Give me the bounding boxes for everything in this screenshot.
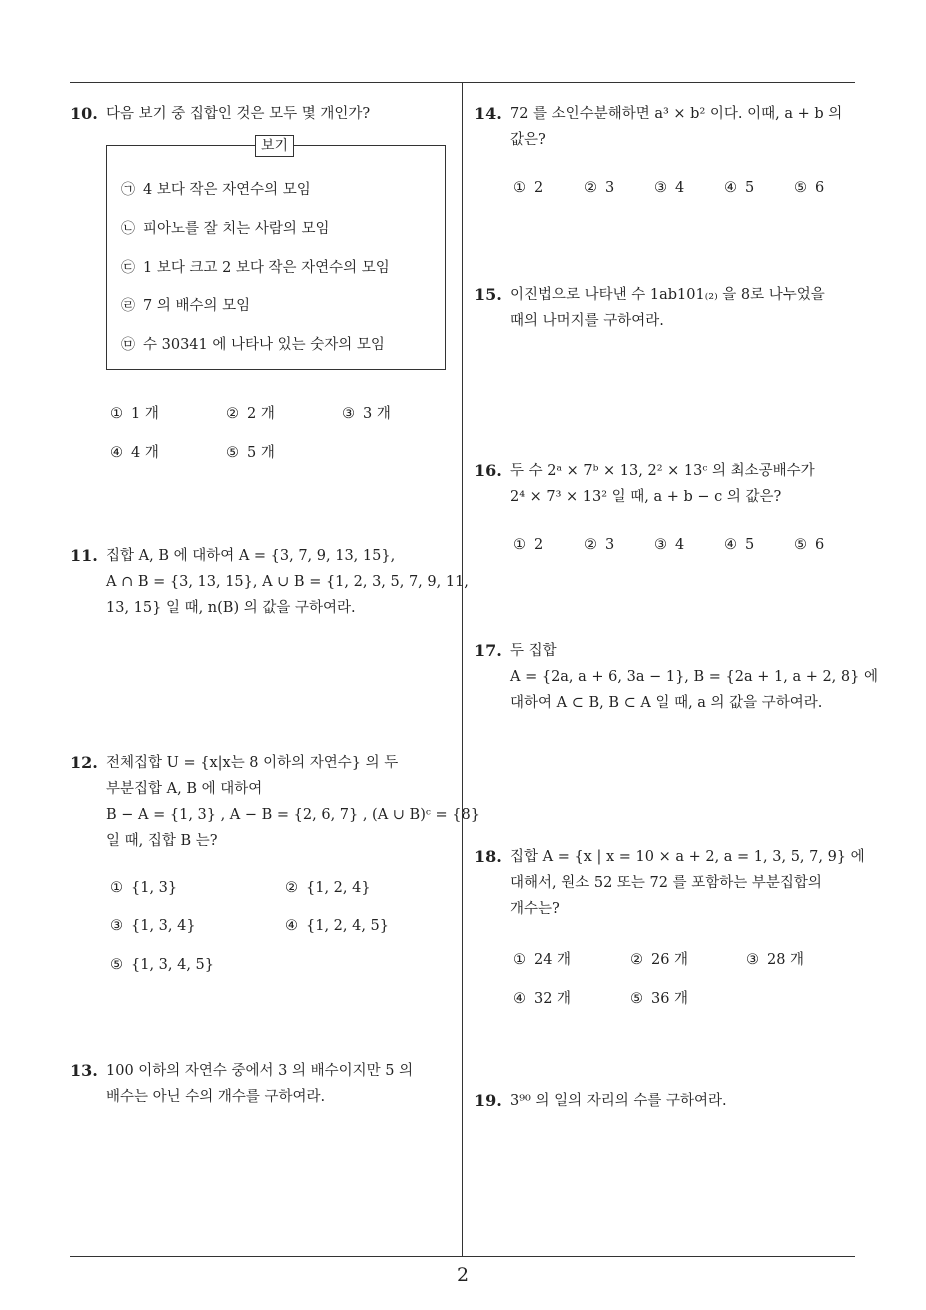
option-4[interactable]: ④ 5 [724, 537, 755, 553]
option-3[interactable]: ③ 28 개 [746, 952, 805, 968]
option-1[interactable]: ① 24 개 [513, 952, 572, 968]
option-3[interactable]: ③ 3 개 [342, 406, 391, 422]
question-15: 15. 이진법으로 나타낸 수 1ab101₍₂₎ 을 8로 나누었을 때의 나머지를 구하여라. [474, 282, 859, 334]
option-5[interactable]: ⑤ 6 [794, 180, 825, 196]
option-1[interactable]: ① 2 [513, 180, 544, 196]
option-2[interactable]: ② 26 개 [630, 952, 689, 968]
option-4[interactable]: ④ {1, 2, 4, 5} [285, 918, 390, 934]
question-13: 13. 100 이하의 자연수 중에서 3 의 배수이지만 5 의 배수는 아닌 수의 개수를 구하여라. [70, 1058, 455, 1110]
question-number: 17. [474, 641, 502, 660]
option-5[interactable]: ⑤ {1, 3, 4, 5} [110, 957, 215, 973]
option-2[interactable]: ② 3 [584, 537, 615, 553]
question-number: 16. [474, 461, 502, 480]
option-1[interactable]: ① {1, 3} [110, 880, 178, 896]
question-number: 13. [70, 1061, 98, 1080]
box-item: ㉢ 1 보다 크고 2 보다 작은 자연수의 모임 [121, 260, 390, 276]
option-4[interactable]: ④ 32 개 [513, 991, 572, 1007]
option-2[interactable]: ② {1, 2, 4} [285, 880, 371, 896]
option-3[interactable]: ③ {1, 3, 4} [110, 918, 196, 934]
option-2[interactable]: ② 2 개 [226, 406, 275, 422]
option-1[interactable]: ① 1 개 [110, 406, 159, 422]
box-title: 보기 [255, 135, 294, 157]
option-2[interactable]: ② 3 [584, 180, 615, 196]
option-3[interactable]: ③ 4 [654, 180, 685, 196]
question-number: 14. [474, 104, 502, 123]
question-19: 19. 3⁹⁰ 의 일의 자리의 수를 구하여라. [474, 1088, 859, 1114]
option-4[interactable]: ④ 4 개 [110, 445, 159, 461]
question-text: 다음 보기 중 집합인 것은 모두 몇 개인가? [106, 106, 371, 122]
box-item: ㉤ 수 30341 에 나타나 있는 숫자의 모임 [121, 337, 385, 353]
question-14: 14. 72 를 소인수분해하면 a³ × b² 이다. 이때, a + b 의 값은? [474, 101, 859, 153]
page-number: 2 [456, 1264, 470, 1286]
question-10 [70, 101, 450, 127]
example-box [106, 138, 446, 370]
question-number: 15. [474, 285, 502, 304]
question-number: 10. [70, 104, 98, 123]
question-number: 11. [70, 546, 98, 565]
question-11: 11. 집합 A, B 에 대하여 A = {3, 7, 9, 13, 15}, A ∩ B = {3, 13, 15}, A ∪ B = {1, 2, 3, 5, 7, 9, 11, 13, 15} 일 때, n(B) 의 값을 구하여라. [70, 543, 455, 621]
question-12: 12. 전체집합 U = {x|x는 8 이하의 자연수} 의 두 부분집합 A, B 에 대하여 B − A = {1, 3} , A − B = {2, 6, 7} , (A ∪ B)ᶜ = {8} 일 때, 집합 B 는? [70, 750, 455, 854]
question-16: 16. 두 수 2ᵃ × 7ᵇ × 13, 2² × 13ᶜ 의 최소공배수가 2⁴ × 7³ × 13² 일 때, a + b − c 의 값은? [474, 458, 859, 510]
option-5[interactable]: ⑤ 5 개 [226, 445, 275, 461]
bottom-rule [70, 1256, 855, 1257]
box-item: ㉠ 4 보다 작은 자연수의 모임 [121, 182, 311, 198]
option-4[interactable]: ④ 5 [724, 180, 755, 196]
option-1[interactable]: ① 2 [513, 537, 544, 553]
column-divider [462, 82, 463, 1256]
option-5[interactable]: ⑤ 6 [794, 537, 825, 553]
question-number: 19. [474, 1091, 502, 1110]
option-5[interactable]: ⑤ 36 개 [630, 991, 689, 1007]
question-number: 18. [474, 847, 502, 866]
box-item: ㉣ 7 의 배수의 모임 [121, 298, 251, 314]
question-number: 12. [70, 753, 98, 772]
question-17: 17. 두 집합 A = {2a, a + 6, 3a − 1}, B = {2a + 1, a + 2, 8} 에 대하여 A ⊂ B, B ⊂ A 일 때, a 의 값을 구하여라. [474, 638, 864, 716]
question-18: 18. 집합 A = {x | x = 10 × a + 2, a = 1, 3, 5, 7, 9} 에 대해서, 원소 52 또는 72 를 포함하는 부분집합의 개수는? [474, 844, 864, 922]
box-item: ㉡ 피아노를 잘 치는 사람의 모임 [121, 221, 330, 237]
option-3[interactable]: ③ 4 [654, 537, 685, 553]
